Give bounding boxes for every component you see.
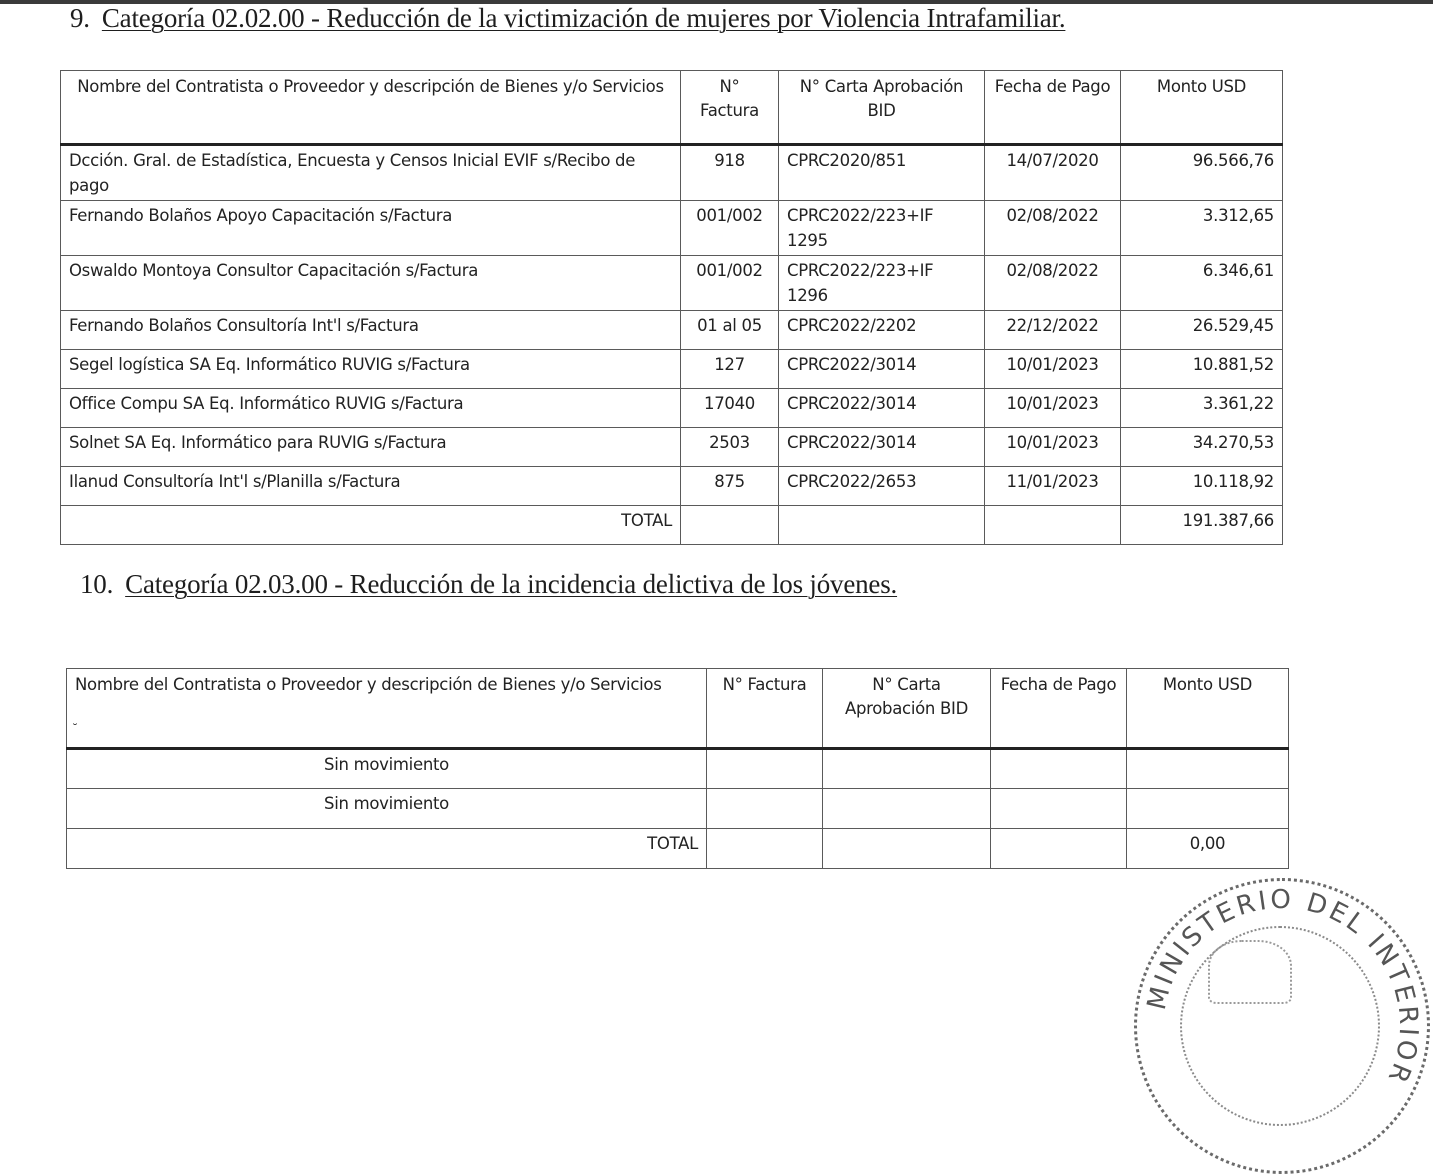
empty-cell [985,506,1121,545]
header-monto: Monto USD [1121,71,1283,145]
empty-cell [823,789,991,829]
table-row [61,389,1283,428]
cell-factura: 875 [681,467,779,506]
empty-cell [823,829,991,869]
cell-carta: CPRC2022/223+IF 1295 [779,201,985,256]
cell-carta: CPRC2022/3014 [779,428,985,467]
cell-nombre: Solnet SA Eq. Informático para RUVIG s/Factura [61,428,681,467]
cell-carta: CPRC2022/2202 [779,311,985,350]
cell-monto: 34.270,53 [1121,428,1283,467]
table-row [67,789,1289,829]
header-nombre: Nombre del Contratista o Proveedor y descripción de Bienes y/o Servicios [67,669,707,749]
section-10-title: Categoría 02.03.00 - Reducción de la incidencia delictiva de los jóvenes. [125,569,898,599]
cell-nombre: Fernando Bolaños Consultoría Int'l s/Factura [61,311,681,350]
empty-cell [707,789,823,829]
cell-nombre: Ilanud Consultoría Int'l s/Planilla s/Factura [61,467,681,506]
empty-cell [991,829,1127,869]
cell-carta: CPRC2022/3014 [779,350,985,389]
cell-monto: 3.312,65 [1121,201,1283,256]
total-label: TOTAL [61,506,681,545]
cell-factura: 127 [681,350,779,389]
cell-factura: 01 al 05 [681,311,779,350]
cell-monto: 10.118,92 [1121,467,1283,506]
cell-fecha: 11/01/2023 [985,467,1121,506]
total-value: 0,00 [1127,829,1289,869]
cell-carta: CPRC2022/2653 [779,467,985,506]
section-10-heading [80,569,897,600]
total-value: 191.387,66 [1121,506,1283,545]
total-row [67,829,1289,869]
header-carta: N° Carta Aprobación BID [823,669,991,749]
empty-cell [681,506,779,545]
cell-fecha: 02/08/2022 [985,256,1121,311]
empty-cell [707,829,823,869]
section-9-table [60,70,1283,545]
table-row [61,201,1283,256]
cell-monto: 3.361,22 [1121,389,1283,428]
table-row [61,311,1283,350]
cell-factura: 2503 [681,428,779,467]
table-row [67,749,1289,789]
cell-nombre: Fernando Bolaños Apoyo Capacitación s/Factura [61,201,681,256]
empty-cell [779,506,985,545]
header-factura: N° Factura [707,669,823,749]
cell-fecha: 10/01/2023 [985,350,1121,389]
cell-carta: CPRC2020/851 [779,145,985,201]
empty-cell [823,749,991,789]
cell-fecha: 14/07/2020 [985,145,1121,201]
empty-cell [1127,749,1289,789]
table-row [61,256,1283,311]
header-monto: Monto USD [1127,669,1289,749]
cell-fecha: 22/12/2022 [985,311,1121,350]
cell-nombre: Office Compu SA Eq. Informático RUVIG s/Factura [61,389,681,428]
cell-fecha: 10/01/2023 [985,389,1121,428]
cell-fecha: 10/01/2023 [985,428,1121,467]
cell-carta: CPRC2022/3014 [779,389,985,428]
section-10-table [66,668,1289,869]
section-9-heading [70,3,1065,34]
header-fecha: Fecha de Pago [985,71,1121,145]
empty-cell [707,749,823,789]
total-label: TOTAL [67,829,707,869]
cell-monto: 96.566,76 [1121,145,1283,201]
table-row [61,350,1283,389]
table-row [61,145,1283,201]
cell-monto: 26.529,45 [1121,311,1283,350]
cell-carta: CPRC2022/223+IF 1296 [779,256,985,311]
empty-cell [991,789,1127,829]
header-carta: N° Carta Aprobación BID [779,71,985,145]
table-header-row [61,71,1283,145]
cell-monto: 6.346,61 [1121,256,1283,311]
header-nombre: Nombre del Contratista o Proveedor y descripción de Bienes y/o Servicios [61,71,681,145]
cell-nombre: Sin movimiento [67,749,707,789]
cell-factura: 001/002 [681,201,779,256]
cell-fecha: 02/08/2022 [985,201,1121,256]
header-factura: N° Factura [681,71,779,145]
stray-mark: ˘ [72,722,78,736]
header-fecha: Fecha de Pago [991,669,1127,749]
empty-cell [991,749,1127,789]
cell-nombre: Segel logística SA Eq. Informático RUVIG s/Factura [61,350,681,389]
seal-text: MINISTERIO DEL INTERIOR [1141,884,1424,1090]
section-9-title: Categoría 02.02.00 - Reducción de la victimización de mujeres por Violencia Intrafamiliar. [101,3,1066,33]
cell-factura: 17040 [681,389,779,428]
seal-emblem-icon [1208,940,1292,1004]
section-9-number: 9. [70,3,90,33]
cell-monto: 10.881,52 [1121,350,1283,389]
cell-nombre: Dcción. Gral. de Estadística, Encuesta y Censos Inicial EVIF s/Recibo de pago [61,145,681,201]
empty-cell [1127,789,1289,829]
section-10-number: 10. [80,569,114,599]
table-row [61,428,1283,467]
cell-factura: 918 [681,145,779,201]
table-row [61,467,1283,506]
cell-factura: 001/002 [681,256,779,311]
cell-nombre: Oswaldo Montoya Consultor Capacitación s/Factura [61,256,681,311]
cell-nombre: Sin movimiento [67,789,707,829]
table-header-row [67,669,1289,749]
total-row [61,506,1283,545]
